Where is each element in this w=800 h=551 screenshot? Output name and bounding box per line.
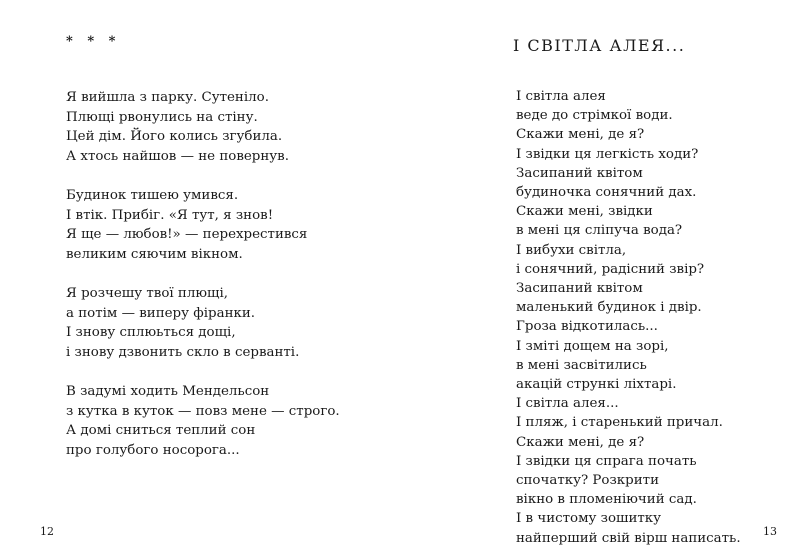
poem-line: І звідки ця легкість ходи?: [516, 146, 699, 162]
poem-line: І втік. Прибіг. «Я тут, я знов!: [66, 207, 274, 223]
stanza: [66, 88, 340, 166]
poem-line: вікно в пломеніючий сад.: [516, 492, 697, 508]
poem-line: в мені засвітились: [516, 357, 647, 373]
poem-line: Скажи мені, де я?: [516, 434, 645, 450]
poem-line: І пляж, і старенький причал.: [516, 415, 723, 431]
poem-line: І в чистому зошитку: [516, 511, 662, 527]
poem-line: Плющі рвонулись на стіну.: [66, 109, 258, 125]
poem-line: І світла алея: [516, 89, 606, 104]
poem-line: Гроза відкотилась...: [516, 319, 658, 335]
poem-line: акацій стрункі ліхтарі.: [516, 377, 677, 393]
poem-line: Будинок тишею умився.: [66, 187, 239, 203]
poem-line: І світла алея...: [516, 396, 619, 412]
stanza: [66, 284, 340, 362]
right-poem: [516, 87, 741, 548]
poem-line: найперший свій вірш написать.: [516, 530, 741, 546]
poem-line: Скажи мені, де я?: [516, 127, 645, 143]
poem-line: А хтось найшов — не повернув.: [66, 148, 289, 164]
poem-line: І вибухи світла,: [516, 242, 627, 258]
poem-line: про голубого носорога...: [66, 442, 240, 458]
poem-line: І знову сплюьться дощі,: [66, 325, 236, 341]
poem-line: Скажи мені, звідки: [516, 204, 653, 220]
poem-line: Я ще — любов!» — перехрестився: [66, 227, 308, 243]
poem-line: І звідки ця спрага почать: [516, 453, 697, 469]
poem-line: Засипаний квітом: [516, 165, 643, 181]
poem-line: Я вийшла з парку. Сутеніло.: [66, 90, 269, 105]
poem-line: І зміті дощем на зорі,: [516, 338, 669, 354]
poem-line: Цей дім. Його колись згубила.: [66, 129, 283, 145]
stanza: [66, 186, 340, 264]
poem-line: і знову дзвонить скло в серванті.: [66, 344, 300, 360]
poem-line: В задумі ходить Мендельсон: [66, 383, 270, 399]
poem-line: з кутка в куток — повз мене — строго.: [66, 403, 340, 419]
page-number: 12: [40, 525, 54, 538]
stanza: [66, 382, 340, 460]
poem-line: і сонячний, радісний звір?: [516, 261, 705, 277]
poem-line: Засипаний квітом: [516, 281, 643, 297]
poem-line: веде до стрімкої води.: [516, 108, 673, 124]
section-stars: * * *: [66, 34, 121, 49]
poem-line: Я розчешу твої плющі,: [66, 285, 228, 301]
right-page: [400, 0, 800, 551]
poem-line: а потім — виперу фіранки.: [66, 305, 256, 321]
poem-line: будиночка сонячний дах.: [516, 185, 697, 201]
poem-title: І СВІТЛА АЛЕЯ...: [513, 36, 686, 55]
poem-line: в мені ця сліпуча вода?: [516, 223, 683, 239]
poem-line: маленький будинок і двір.: [516, 300, 702, 316]
poem-line: спочатку? Розкрити: [516, 473, 659, 489]
left-poem: [66, 88, 340, 480]
poem-line: А домі сниться теплий сон: [66, 423, 256, 439]
page-number: 13: [763, 525, 777, 538]
poem-line: великим сяючим вікном.: [66, 246, 243, 262]
